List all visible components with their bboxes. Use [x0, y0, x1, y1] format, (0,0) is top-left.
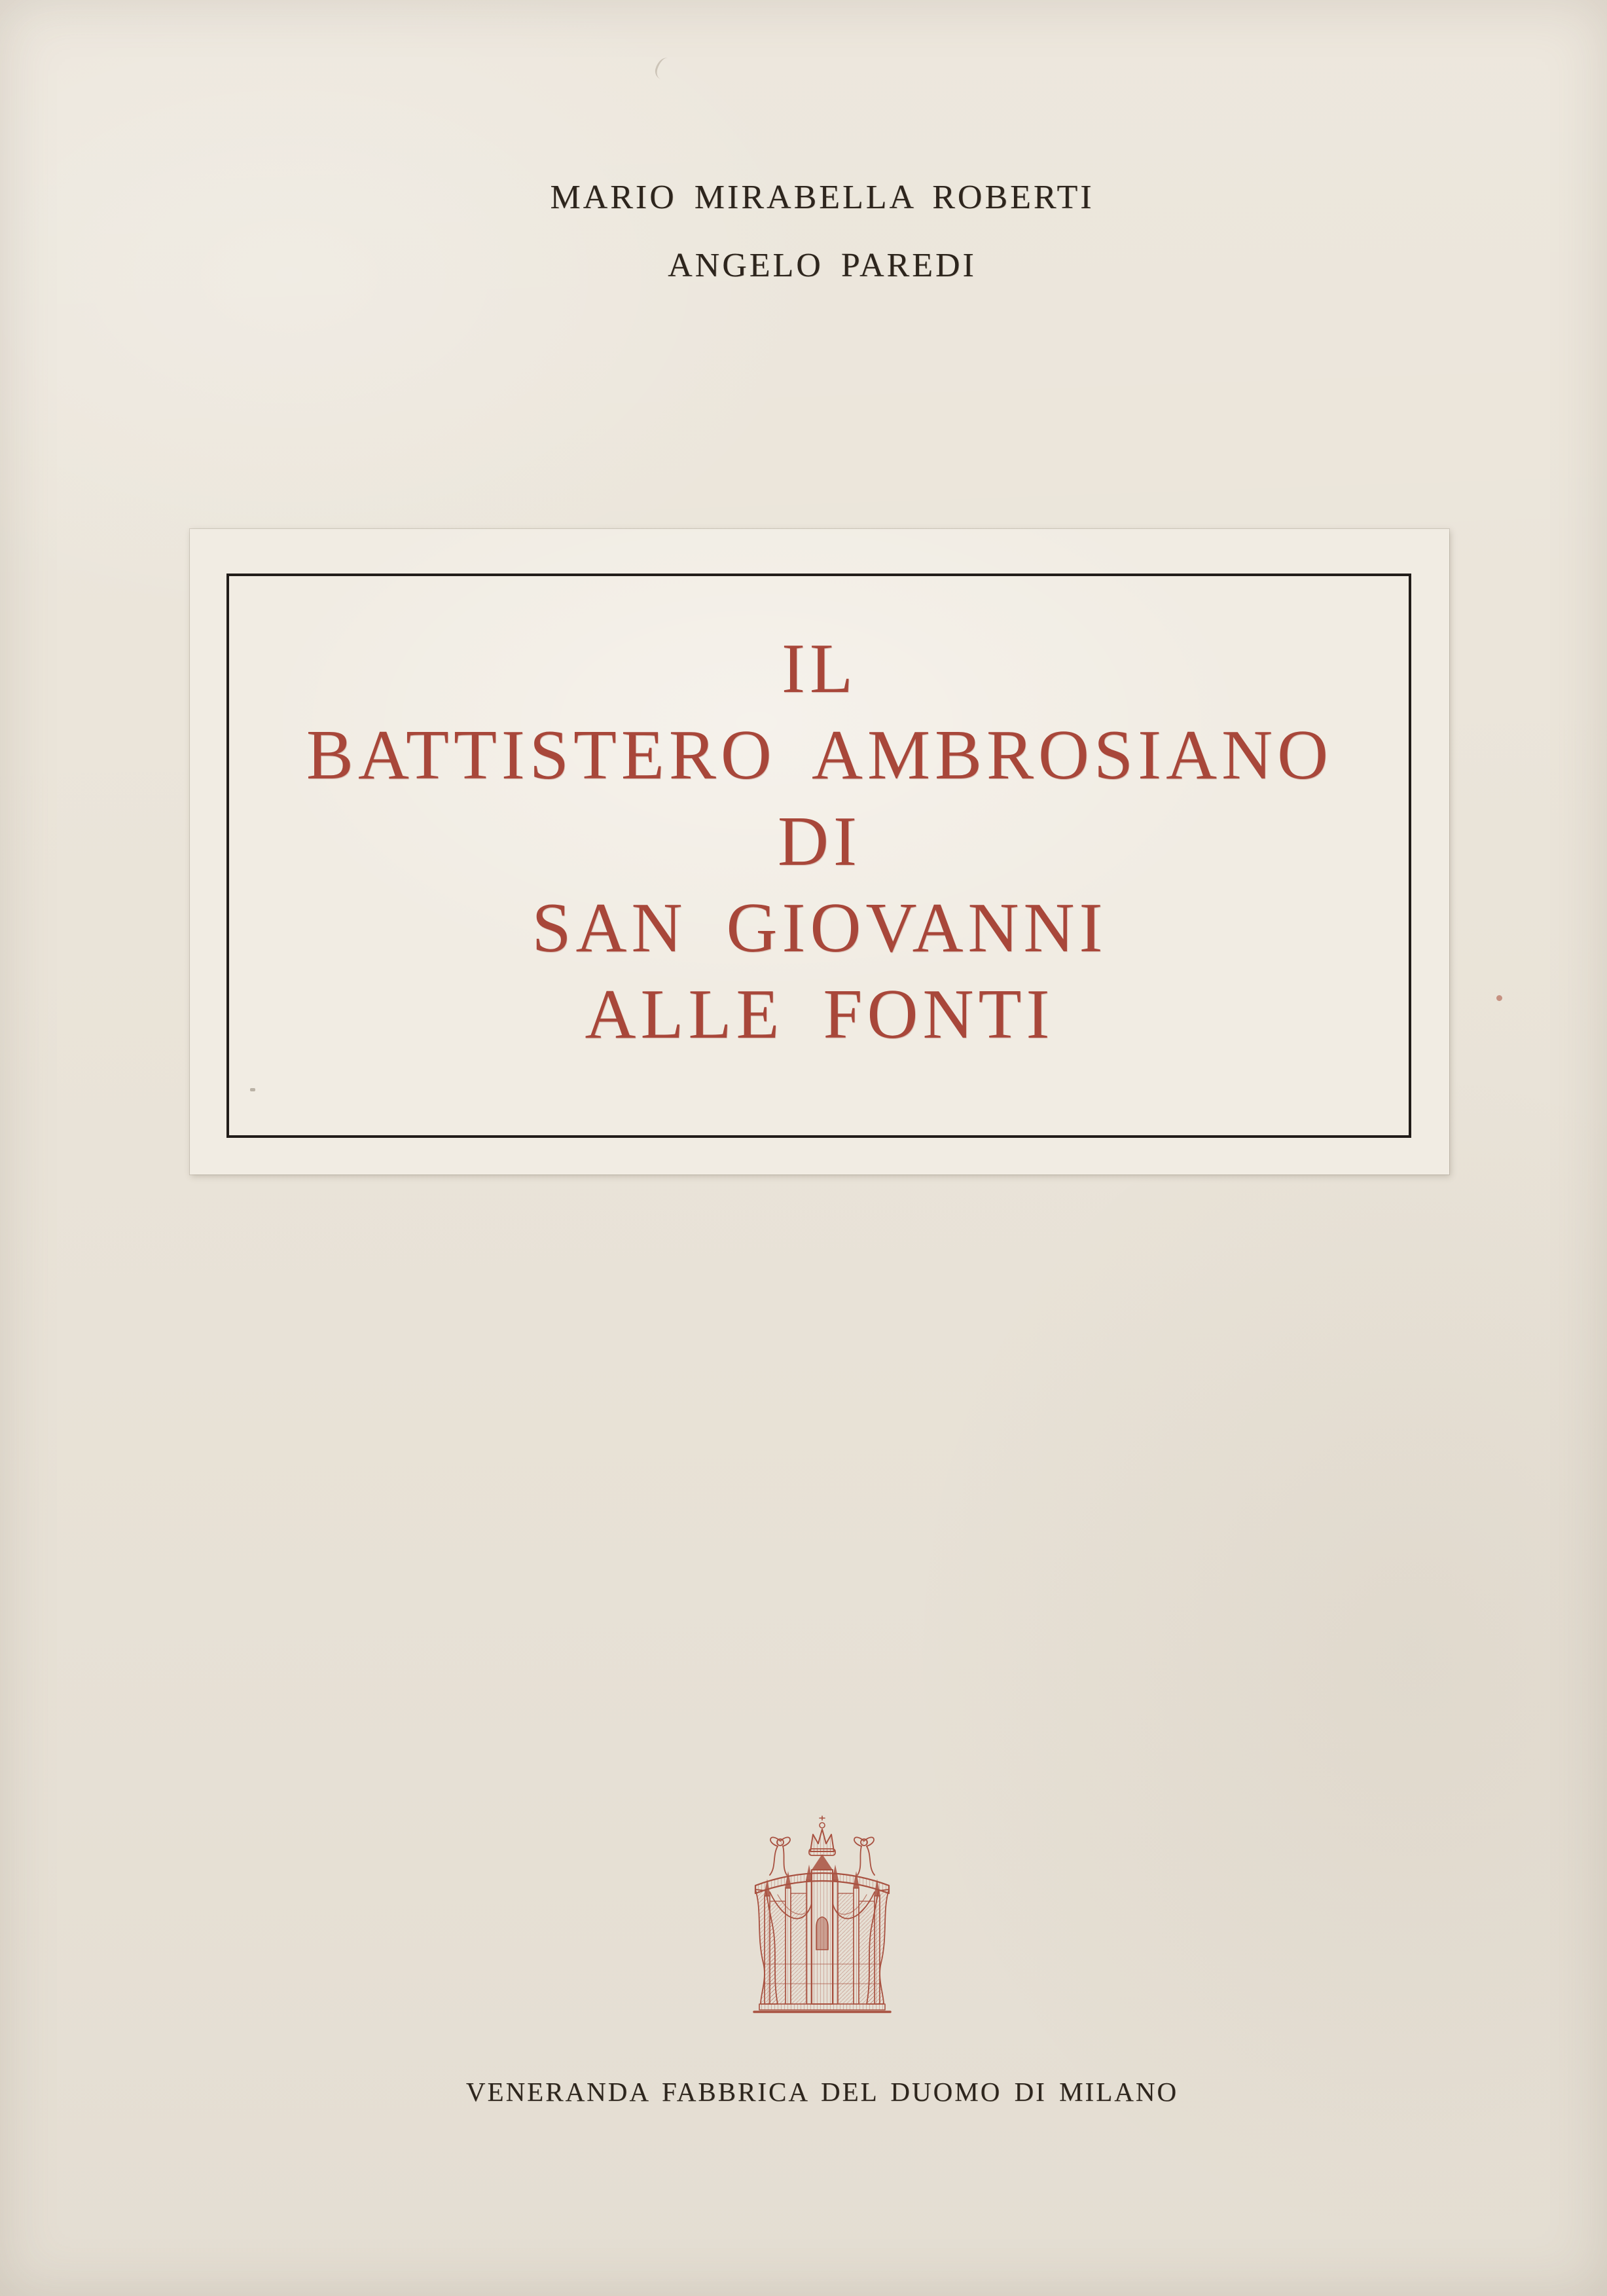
duomo-emblem-icon	[744, 1812, 901, 2015]
paper-fleck	[250, 1088, 255, 1091]
authors-block	[37, 164, 1607, 300]
author-line-2: ANGELO PAREDI	[668, 247, 977, 284]
publisher-emblem	[37, 1812, 1607, 2018]
paper-scratch	[653, 56, 676, 82]
title-line-3: DI	[778, 803, 861, 881]
title-plate	[190, 529, 1449, 1175]
author-line-1: MARIO MIRABELLA ROBERTI	[550, 179, 1094, 216]
title-line-5: ALLE FONTI	[585, 975, 1055, 1053]
title-line-1: IL	[782, 630, 858, 708]
title-line-4: SAN GIOVANNI	[532, 889, 1108, 967]
title-block	[190, 626, 1449, 1058]
imprint-line: VENERANDA FABBRICA DEL DUOMO DI MILANO	[465, 2077, 1179, 2107]
title-line-2: BATTISTERO AMBROSIANO	[306, 716, 1333, 794]
paper-fleck	[1496, 995, 1502, 1001]
